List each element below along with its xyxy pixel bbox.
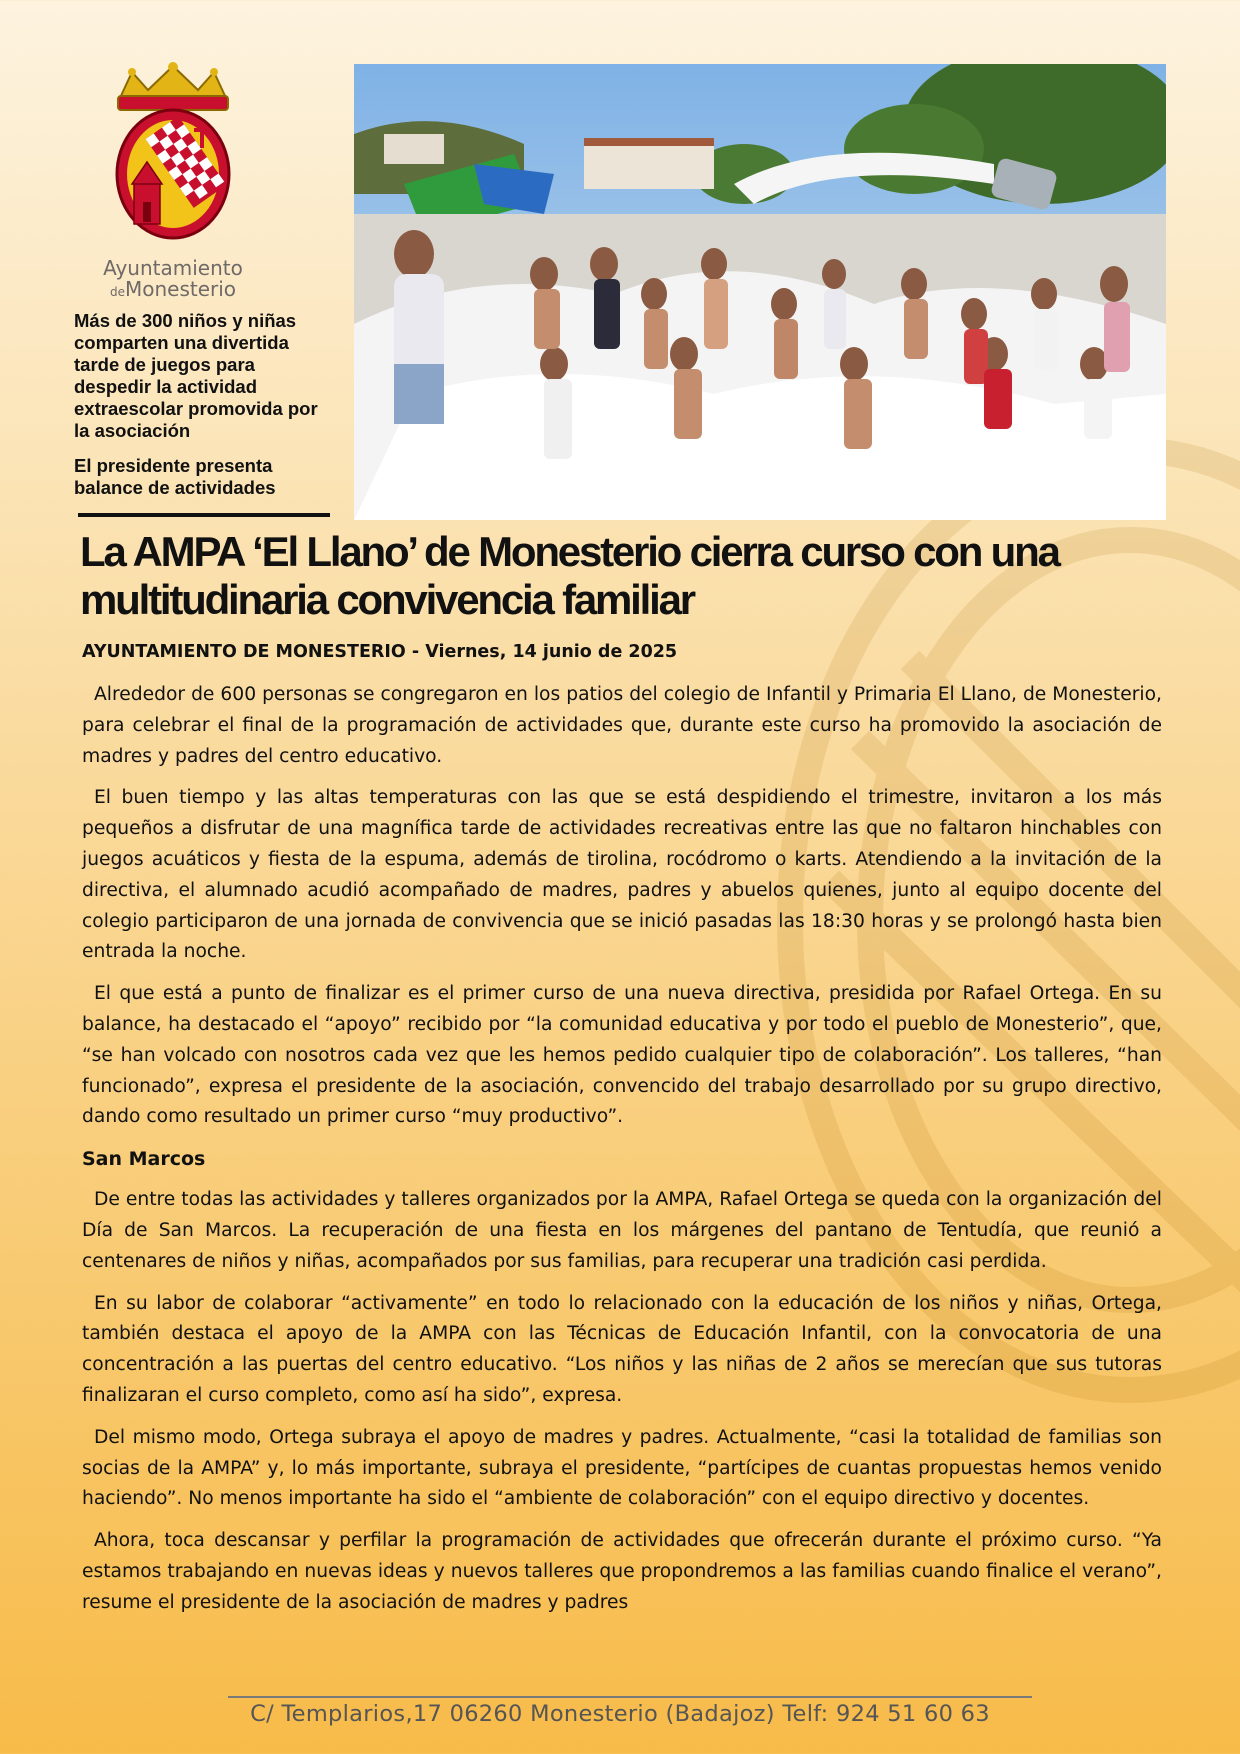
subhead-summary: Más de 300 niños y niñas comparten una divertida tarde de juegos para despedir la actividad extraescolar promovida por la asociación bbox=[74, 310, 318, 441]
subhead-president: El presidente presenta balance de actividades bbox=[74, 455, 276, 498]
logo-line-2-main: Monesterio bbox=[124, 277, 237, 301]
paragraph: El que está a punto de finalizar es el primer curso de una nueva directiva, presidida por Rafael Ortega. En su balance, ha destacado el “apoyo” recibido por “la comunidad educativa y por todo el pueblo de Monesterio”, que, “se han volcado con nosotros cada vez que les hemos pedido cualquier tipo de colaboración”. Los talleres, “han funcionado”, expresa el presidente de la asociación, convencido del trabajo desarrollado por su grupo directivo, dando como resultado un primer curso “muy productivo”. bbox=[82, 983, 1162, 1128]
municipal-logo bbox=[98, 62, 248, 302]
section-heading: San Marcos bbox=[82, 1148, 206, 1171]
article-body bbox=[82, 680, 1162, 1630]
foam-party-photo bbox=[354, 64, 1166, 520]
logo-line-2-prefix: de bbox=[109, 285, 125, 299]
paragraph: De entre todas las actividades y talleres organizados por la AMPA, Rafael Ortega se queda con la organización del Día de San Marcos. La recuperación de una fiesta en los márgenes del pantano de Tentudía, que reunió a centenares de niños y niñas, acompañados por sus familias, para recuperar una tradición casi perdida. bbox=[82, 1189, 1162, 1272]
footer-divider bbox=[228, 1696, 1032, 1698]
logo-line-2 bbox=[98, 279, 248, 303]
paragraph: Alrededor de 600 personas se congregaron en los patios del colegio de Infantil y Primaria El Llano, de Monesterio, para celebrar el final de la programación de actividades que, durante este curso ha promovido la asociación de madres y padres del centro educativo. bbox=[82, 684, 1162, 767]
paragraph: Del mismo modo, Ortega subraya el apoyo de madres y padres. Actualmente, “casi la totalidad de familias son socias de la AMPA” y, lo más importante, subraya el presidente, “partícipes de cuantas propuestas hemos venido haciendo”. No menos importante ha sido el “ambiente de colaboración” con el equipo directivo y docentes. bbox=[82, 1426, 1162, 1510]
article-byline: AYUNTAMIENTO DE MONESTERIO - Viernes, 14 junio de 2025 bbox=[82, 642, 678, 662]
article-headline: La AMPA ‘El Llano’ de Monesterio cierra curso con una multitudinaria convivencia familiar bbox=[80, 528, 1059, 623]
footer-address: C/ Templarios,17 06260 Monesterio (Badajoz) Telf: 924 51 60 63 bbox=[250, 1701, 990, 1727]
paragraph: En su labor de colaborar “activamente” en todo lo relacionado con la educación de los niños y niñas, Ortega, también destaca el apoyo de la AMPA con las Técnicas de Educación Infantil, con la convocatoria de una concentración a las puertas del centro educativo. “Los niños y las niñas de 2 años se merecían que sus tutoras finalizaran el curso completo, como así ha sido”, expresa. bbox=[82, 1292, 1162, 1406]
paragraph: Ahora, toca descansar y perfilar la programación de actividades que ofrecerán durante el próximo curso. “Ya estamos trabajando en nuevas ideas y nuevos talleres que propondremos a las familias cuando finalice el verano”, resume el presidente de la asociación de madres y padres bbox=[82, 1530, 1162, 1613]
logo-line-1: Ayuntamiento bbox=[103, 256, 243, 280]
coat-of-arms-icon bbox=[98, 62, 248, 258]
logo-wordmark bbox=[98, 258, 248, 303]
section-divider bbox=[78, 513, 330, 517]
paragraph: El buen tiempo y las altas temperaturas con las que se está despidiendo el trimestre, invitaron a los más pequeños a disfrutar de una magnífica tarde de actividades recreativas entre las que no faltaron hinchables con juegos acuáticos y fiesta de la espuma, además de tirolina, rocódromo o karts. Atendiendo a la invitación de la directiva, el alumnado acudió acompañado de madres, padres y abuelos quienes, junto al equipo docente del colegio participaron de una jornada de convivencia que se inició pasadas las 18:30 horas y se prolongó hasta bien entrada la noche. bbox=[82, 787, 1162, 963]
photo-image bbox=[354, 64, 1166, 520]
sidebar-subheads bbox=[74, 310, 336, 499]
